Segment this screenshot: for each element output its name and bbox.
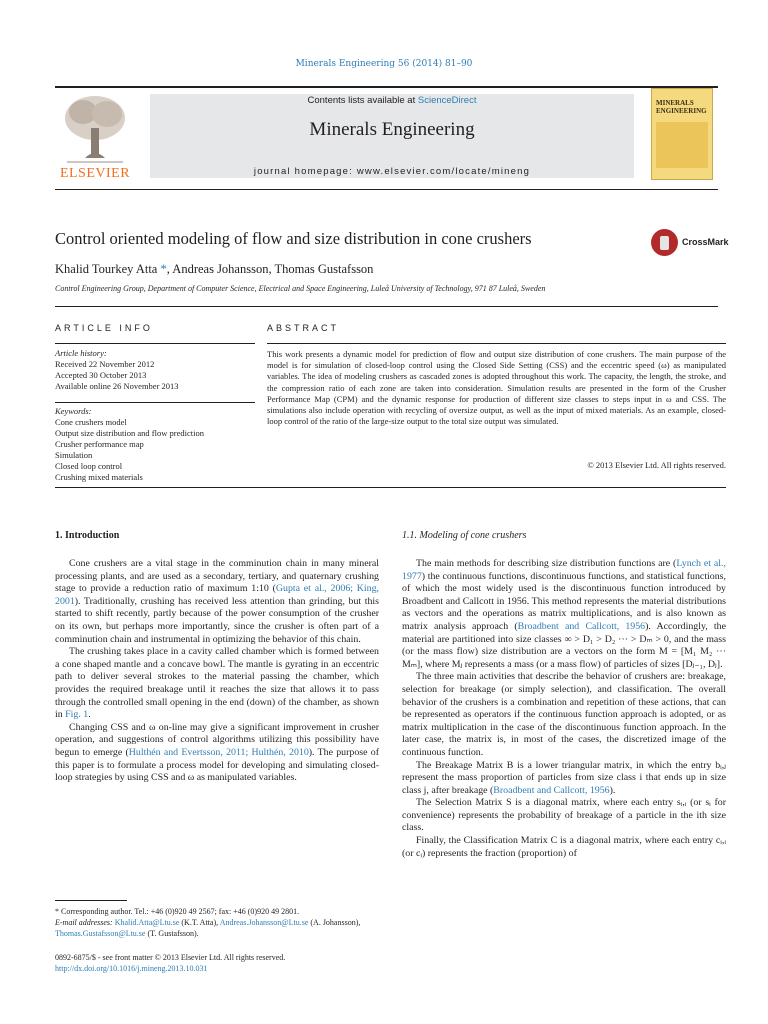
- email-line: [55, 917, 379, 939]
- contents-prefix: Contents lists available at: [307, 95, 418, 106]
- text-run: ) the continuous functions, discontinuous functions, and statistical functions, of which the most widely used is the discontinuous function introduced by Broadbent and Callcott in 1956. This method represents the material distributions as vectors and the operations as matrix multiplications, and is also known as matrix analysis approach (: [402, 570, 726, 632]
- text-run: ). The purpose of this paper is to formulate a process model for developing and simulating closed-loop strategies by using CSS and ω as manipulated variables.: [55, 746, 379, 784]
- figure-link[interactable]: Fig. 1: [65, 709, 89, 721]
- body-column-left: [55, 558, 379, 785]
- keyword: Cone crushers model: [55, 417, 127, 427]
- email-link[interactable]: Khalid.Atta@Ltu.se: [114, 918, 180, 927]
- article-info-rule: [55, 343, 255, 344]
- text-run: ). Traditionally, crushing has received less attention than grinding, but this started to shift recently, partly because of the power consumption of the crusher on its own, but perhaps more importantly, since the crusher is often part of a comminution chain and instrumental in optimizing the behavior of this chain.: [55, 595, 379, 645]
- citation-link[interactable]: Hulthén and Evertsson, 2011; Hulthén, 2010: [128, 746, 309, 758]
- author-affiliation: Control Engineering Group, Department of Computer Science, Electrical and Space Engineering, Luleå University of Technology, 971 87 Luleå, Sweden: [55, 284, 546, 293]
- journal-homepage[interactable]: journal homepage: www.elsevier.com/locate/mineng: [253, 166, 531, 177]
- text-run: ). Accordingly, the material are partitioned into size classes ∞ > D₁ > D₂ ··· > Dₘ > 0, and the mass (or the mass flow) size distribution are a vectors on the form M = [M₁ M₂ ··· Mₘ], where Mⱼ represents a mass (or a mass flow) of particles of sizes [Dⱼ₋₁, Dⱼ].: [402, 620, 726, 670]
- modeling-paragraph-4: The Selection Matrix S is a diagonal matrix, where each entry sᵢ,ᵢ (or sᵢ for convenience) represents the probability of breakage of a particle in the ith size class.: [402, 797, 726, 834]
- article-history: [55, 348, 255, 392]
- modeling-paragraph-1: [402, 558, 726, 671]
- email-link[interactable]: Thomas.Gustafsson@Ltu.se: [55, 929, 146, 938]
- doi-link[interactable]: http://dx.doi.org/10.1016/j.mineng.2013.10.031: [55, 964, 208, 973]
- citation-link[interactable]: Broadbent and Callcott, 1956: [517, 620, 646, 632]
- text-run: Changing CSS and ω on-line may give a significant improvement in crusher operation, and suggestions of control algorithms utilizing this possibility have begun to emerge (: [55, 721, 379, 758]
- text-run: The crushing takes place in a cavity called chamber which is formed between a cone shaped mantle and a concave bowl. The mantle is gyrating in an eccentric path to deliver several strokes to the material passing the chamber, which provides the required breakage until it reaches the size that allows it to pass through the controlled small opening in the end (down) of the chamber, as shown in: [55, 646, 379, 721]
- article-info-heading: ARTICLE INFO: [55, 323, 153, 333]
- text-run: ).: [609, 784, 616, 796]
- co-authors: , Andreas Johansson, Thomas Gustafsson: [166, 262, 374, 276]
- modeling-paragraph-5: Finally, the Classification Matrix C is a diagonal matrix, where each entry cᵢ,ᵢ (or cᵢ) represents the fraction (proportion) of: [402, 835, 726, 859]
- header-top-rule: [55, 86, 718, 88]
- intro-paragraph-3: [55, 722, 379, 785]
- crossmark-bookmark-icon: [660, 236, 669, 250]
- history-online: Available online 26 November 2013: [55, 381, 179, 391]
- text-run: The Breakage Matrix B is a lower triangular matrix, in which the entry bᵢ,ⱼ represent the mass proportion of particles from size class i that ends up in size class j, after breakage (: [402, 759, 726, 796]
- keywords-list: [55, 406, 255, 483]
- issn-line: 0892-6875/$ - see front matter © 2013 Elsevier Ltd. All rights reserved.: [55, 953, 286, 962]
- citation-link[interactable]: Broadbent and Callcott, 1956: [493, 784, 610, 796]
- abstract-heading: ABSTRACT: [267, 323, 340, 333]
- keyword: Crusher performance map: [55, 439, 144, 449]
- sciencedirect-link[interactable]: ScienceDirect: [417, 95, 477, 106]
- citation-link[interactable]: Lynch et al., 1977: [402, 558, 726, 582]
- contents-line: [150, 95, 634, 106]
- journal-name: Minerals Engineering: [309, 119, 475, 140]
- abstract-rule: [267, 343, 726, 344]
- text-run: (T. Gustafsson).: [145, 929, 199, 938]
- affiliation-rule: [55, 306, 718, 307]
- front-matter: [55, 952, 379, 974]
- text-run: (K.T. Atta),: [179, 918, 220, 927]
- intro-paragraph-2: [55, 646, 379, 722]
- keyword: Simulation: [55, 450, 93, 460]
- email-label: E-mail addresses:: [55, 918, 115, 927]
- text-run: (A. Johansson),: [308, 918, 361, 927]
- keyword: Crushing mixed materials: [55, 472, 143, 482]
- article-title: Control oriented modeling of flow and size distribution in cone crushers: [55, 229, 532, 248]
- front-matter-rule: [55, 487, 726, 488]
- journal-cover-art: [656, 122, 708, 168]
- keyword: Output size distribution and flow prediction: [55, 428, 204, 438]
- history-accepted: Accepted 30 October 2013: [55, 370, 147, 380]
- keywords-rule: [55, 402, 255, 403]
- journal-citation[interactable]: Minerals Engineering 56 (2014) 81–90: [295, 59, 473, 69]
- text-run: Corresponding author. Tel.: +46 (0)920 49 2567; fax: +46 (0)920 49 2801.: [59, 907, 300, 916]
- corresponding-author-footnote: [55, 906, 379, 939]
- keyword: Closed loop control: [55, 461, 123, 471]
- abstract-text: This work presents a dynamic model for prediction of flow and output size distribution of cone crushers. The main purpose of the model is for simulation of closed-loop control using the Closed Side Setting (CSS) and the eccentric speed (ω) as manipulated variables. The idea of modeling crushers as cascaded zones is adopted throughout this work. The capacity, the length, the stroke, and the compression ratio of each zone are taken into consideration. Simulation results are presented in the form of the Crusher Performance Map (CPM) and the dynamic response for production of different size classes to steps input in ω and CSS. The simulations also include operation with recycling of oversize output, as well as the input of mixed materials. As an example, closed-loop control of the ratio of the large-size output to the total size output was simulated.: [267, 349, 726, 427]
- text-run: The main methods for describing size distribution functions are (: [416, 558, 677, 569]
- body-column-right: [402, 558, 726, 860]
- text-run: Cone crushers are a vital stage in the comminution chain in many mineral processing plants, and are used as a secondary, tertiary, and quaternary crushing stage to provide a reduction ratio of maximum 1:10 (: [55, 558, 379, 595]
- author-list: [55, 262, 373, 277]
- citation-link[interactable]: Gupta et al., 2006; King, 2001: [55, 583, 379, 607]
- modeling-paragraph-2: The three main activities that describe the behavior of crushers are: breakage, selection for breakage (or simply selection), and classification. The overall behavior of the crushers is a combination and repetition of these actions, that can be represented as operators if the continuous function approach is adopted, or as matrix multiplication in the case of the discontinuous function approach. In the later case, the matrix is, in most of the cases, the discretized image of the continuous function.: [402, 671, 726, 758]
- corresponding-line: [55, 906, 379, 917]
- modeling-paragraph-3: [402, 760, 726, 798]
- intro-paragraph-1: [55, 558, 379, 646]
- footnote-rule: [55, 900, 127, 901]
- corresponding-author-mark[interactable]: *: [157, 262, 167, 276]
- author-name: Khalid Tourkey Atta: [55, 262, 158, 276]
- article-history-label: Article history:: [55, 348, 107, 358]
- elsevier-wordmark: ELSEVIER: [59, 166, 131, 181]
- keywords-label: Keywords:: [55, 406, 92, 416]
- history-received: Received 22 November 2012: [55, 359, 155, 369]
- journal-cover-title: MINERALS ENGINEERING: [656, 99, 707, 115]
- email-link[interactable]: Andreas.Johansson@Ltu.se: [219, 918, 309, 927]
- crossmark-label[interactable]: CrossMark: [682, 237, 729, 247]
- header-bottom-rule: [55, 189, 718, 190]
- text-run: .: [88, 709, 91, 721]
- footnote-mark: *: [55, 907, 59, 916]
- abstract-copyright: © 2013 Elsevier Ltd. All rights reserved.: [587, 460, 726, 470]
- section-heading-introduction: 1. Introduction: [55, 530, 120, 541]
- subsection-heading-modeling: 1.1. Modeling of cone crushers: [402, 530, 527, 541]
